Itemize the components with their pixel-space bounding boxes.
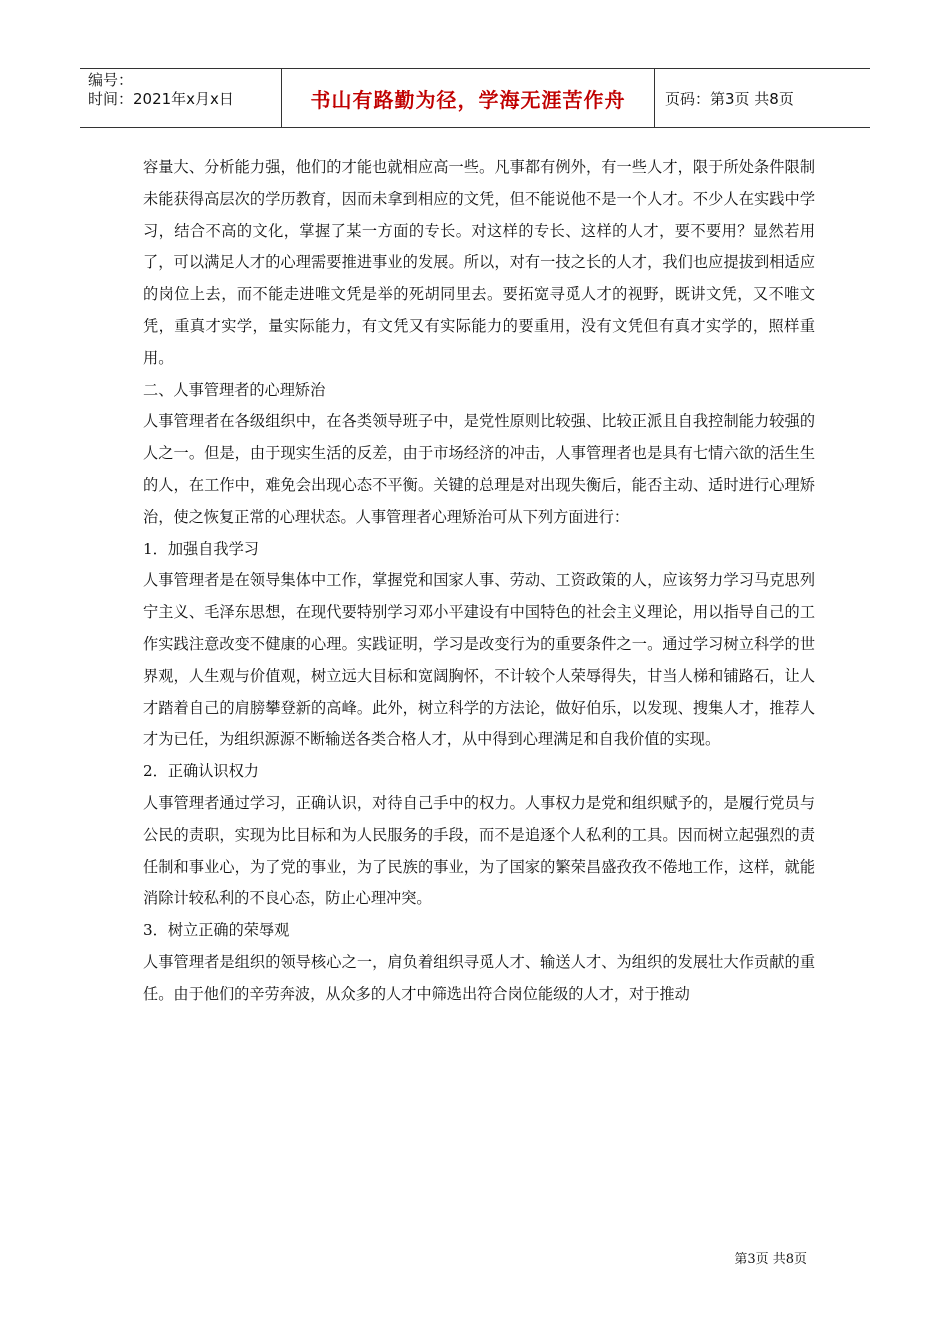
header-meta xyxy=(80,69,282,127)
header-motto: 书山有路勤为径，学海无涯苦作舟 xyxy=(282,69,655,127)
subheading-3: 3．树立正确的荣辱观 xyxy=(143,921,290,940)
document-body xyxy=(143,152,815,1011)
number-label: 编号： xyxy=(88,71,134,89)
paragraph-1: 容量大、分析能力强，他们的才能也就相应高一些。凡事都有例外，有一些人才，限于所处条件限制未能获得高层次的学历教育，因而未拿到相应的文凭，但不能说他不是一个人才。不少人在实践中学习，结合不高的文化，掌握了某一方面的专长。对这样的专长、这样的人才，要不要用？显然若用了，可以满足人才的心理需要推进事业的发展。所以，对有一技之长的人才，我们也应提拔到相适应的岗位上去，而不能走进唯文凭是举的死胡同里去。要拓宽寻觅人才的视野，既讲文凭，又不唯文凭，重真才实学，量实际能力，有文凭又有实际能力的要重用，没有文凭但有真才实学的，照样重用。 xyxy=(143,158,815,367)
section-heading-2: 二、人事管理者的心理矫治 xyxy=(143,380,326,399)
paragraph-4: 人事管理者通过学习，正确认识，对待自己手中的权力。人事权力是党和组织赋予的，是履行党员与公民的责职，实现为比目标和为人民服务的手段，而不是追逐个人私利的工具。因而树立起强烈的责任制和事业心，为了党的事业，为了民族的事业，为了国家的繁荣昌盛孜孜不倦地工作，这样，就能消除计较私利的不良心态，防止心理冲突。 xyxy=(143,793,815,908)
date-label: 时间：2021年x月x日 xyxy=(88,90,234,108)
subheading-2: 2．正确认识权力 xyxy=(143,762,259,781)
header-page-label: 页码：第3页 共8页 xyxy=(665,89,794,108)
paragraph-3: 人事管理者是在领导集体中工作，掌握党和国家人事、劳动、工资政策的人，应该努力学习马克思列宁主义、毛泽东思想，在现代要特别学习邓小平建设有中国特色的社会主义理论，用以指导自己的工作实践注意改变不健康的心理。实践证明，学习是改变行为的重要条件之一。通过学习树立科学的世界观，人生观与价值观，树立远大目标和宽阔胸怀，不计较个人荣辱得失，甘当人梯和铺路石，让人才踏着自己的肩膀攀登新的高峰。此外，树立科学的方法论，做好伯乐，以发现、搜集人才，推荐人才为已任，为组织源源不断输送各类合格人才，从中得到心理满足和自我价值的实现。 xyxy=(143,571,815,749)
page-footer: 第3页 共8页 xyxy=(734,1252,807,1267)
paragraph-2: 人事管理者在各级组织中，在各类领导班子中，是党性原则比较强、比较正派且自我控制能力较强的人之一。但是，由于现实生活的反差，由于市场经济的冲击，人事管理者也是具有七情六欲的活生生的人，在工作中，难免会出现心态不平衡。关键的总理是对出现失衡后，能否主动、适时进行心理矫治，使之恢复正常的心理状态。人事管理者心理矫治可从下列方面进行： xyxy=(143,412,815,526)
subheading-1: 1．加强自我学习 xyxy=(143,539,259,558)
paragraph-5: 人事管理者是组织的领导核心之一，肩负着组织寻觅人才、输送人才、为组织的发展壮大作贡献的重任。由于他们的辛劳奔波，从众多的人才中筛选出符合岗位能级的人才，对于推动 xyxy=(143,952,815,1003)
document-header xyxy=(80,68,870,128)
